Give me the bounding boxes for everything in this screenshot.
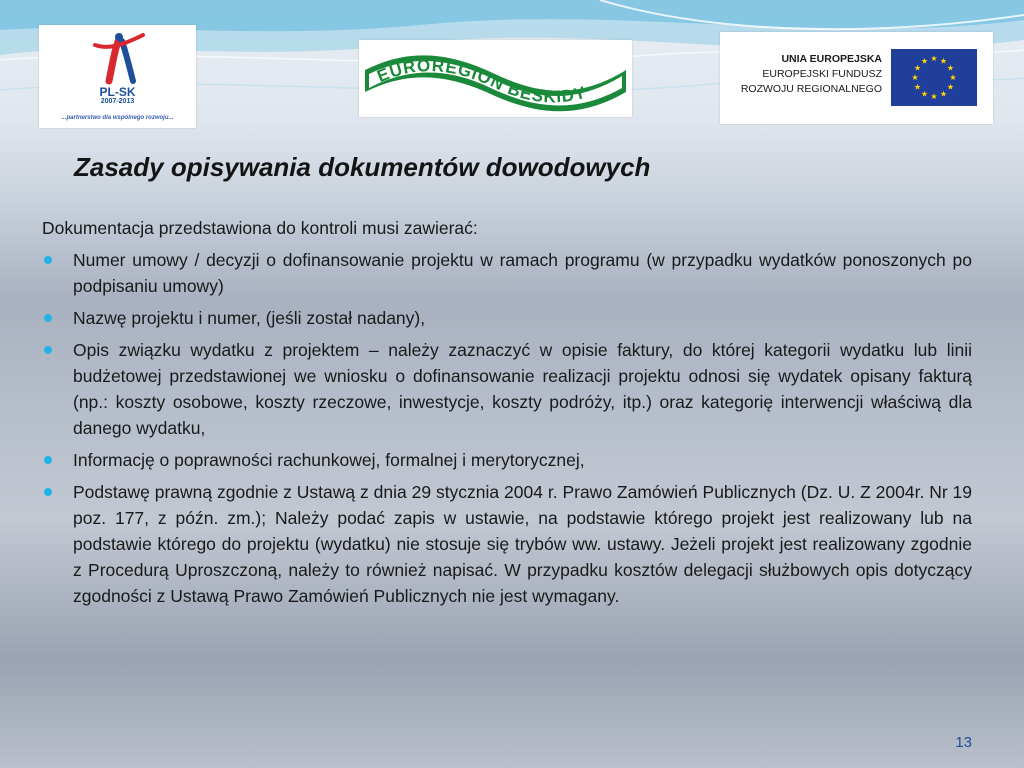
list-item	[42, 305, 972, 331]
eu-line-2: EUROPEJSKI FUNDUSZ	[762, 68, 882, 80]
eu-line-1: UNIA EUROPEJSKA	[781, 53, 882, 65]
eu-fund-text	[732, 52, 882, 97]
list-item-text: Podstawę prawną zgodnie z Ustawą z dnia 29 stycznia 2004 r. Prawo Zamówień Publicznych (Dz. U. Z 2004r. Nr 19 poz. 177, z późn. zm.); Należy podać zapis w ustawie, na podstawie którego projekt jest realizowany lub na podstawie którego do projektu (wydatku) nie stosuje się trybów ww. ustawy. Jeżeli projekt jest realizowany zgodnie z Procedurą Uproszczoną, należy to również napisać. W przypadku kosztów delegacji służbowych opis dotyczący zgodności z Ustawą Prawo Zamówień Publicznych nie jest wymagany.	[73, 482, 972, 606]
slide-title: Zasady opisywania dokumentów dowodowych	[74, 152, 651, 182]
list-item-text: Opis związku wydatku z projektem – należy zaznaczyć w opisie faktury, do której kategorii wydatku lub linii budżetowej przedstawionej we wniosku o dofinansowanie realizacji projektu odnosi się wydatek opisany fakturą (np.: koszty osobowe, koszty rzeczowe, inwestycje, koszty podróży, itp.) oraz kategorię interwencji właściwą dla danego wydatku,	[73, 340, 972, 438]
list-item	[42, 337, 972, 441]
eu-flag-icon	[891, 49, 977, 106]
bullet-icon	[44, 314, 52, 322]
bullet-icon	[44, 256, 52, 264]
plsk-tagline: ...partnerstwo dla wspólnego rozwoju...	[61, 115, 174, 121]
bullet-icon	[44, 488, 52, 496]
plsk-name: PL-SK	[99, 85, 136, 99]
list-item	[42, 447, 972, 473]
list-item	[42, 479, 972, 609]
list-item	[42, 247, 972, 299]
intro-text: Dokumentacja przedstawiona do kontroli musi zawierać:	[42, 218, 478, 238]
euroregion-beskidy-logo	[359, 40, 632, 117]
plsk-programme-logo	[39, 25, 196, 128]
requirements-list	[42, 247, 972, 615]
list-item-text: Informację o poprawności rachunkowej, formalnej i merytorycznej,	[73, 450, 585, 470]
eu-line-3: ROZWOJU REGIONALNEGO	[740, 83, 882, 95]
list-item-text: Nazwę projektu i numer, (jeśli został nadany),	[73, 308, 426, 328]
bullet-icon	[44, 346, 52, 354]
plsk-years: 2007-2013	[100, 98, 135, 105]
bullet-icon	[44, 456, 52, 464]
euroregion-name: EUROREGION BESKIDY	[374, 55, 589, 107]
svg-text:EUROREGION BESKIDY	[374, 56, 588, 106]
page-number: 13	[955, 734, 972, 751]
eu-erdf-logo	[720, 32, 993, 124]
list-item-text: Numer umowy / decyzji o dofinansowanie projektu w ramach programu (w przypadku wydatków ponoszonych po podpisaniu umowy)	[73, 250, 972, 296]
euroregion-banner-icon	[359, 40, 632, 117]
plsk-figure-icon	[89, 31, 149, 85]
